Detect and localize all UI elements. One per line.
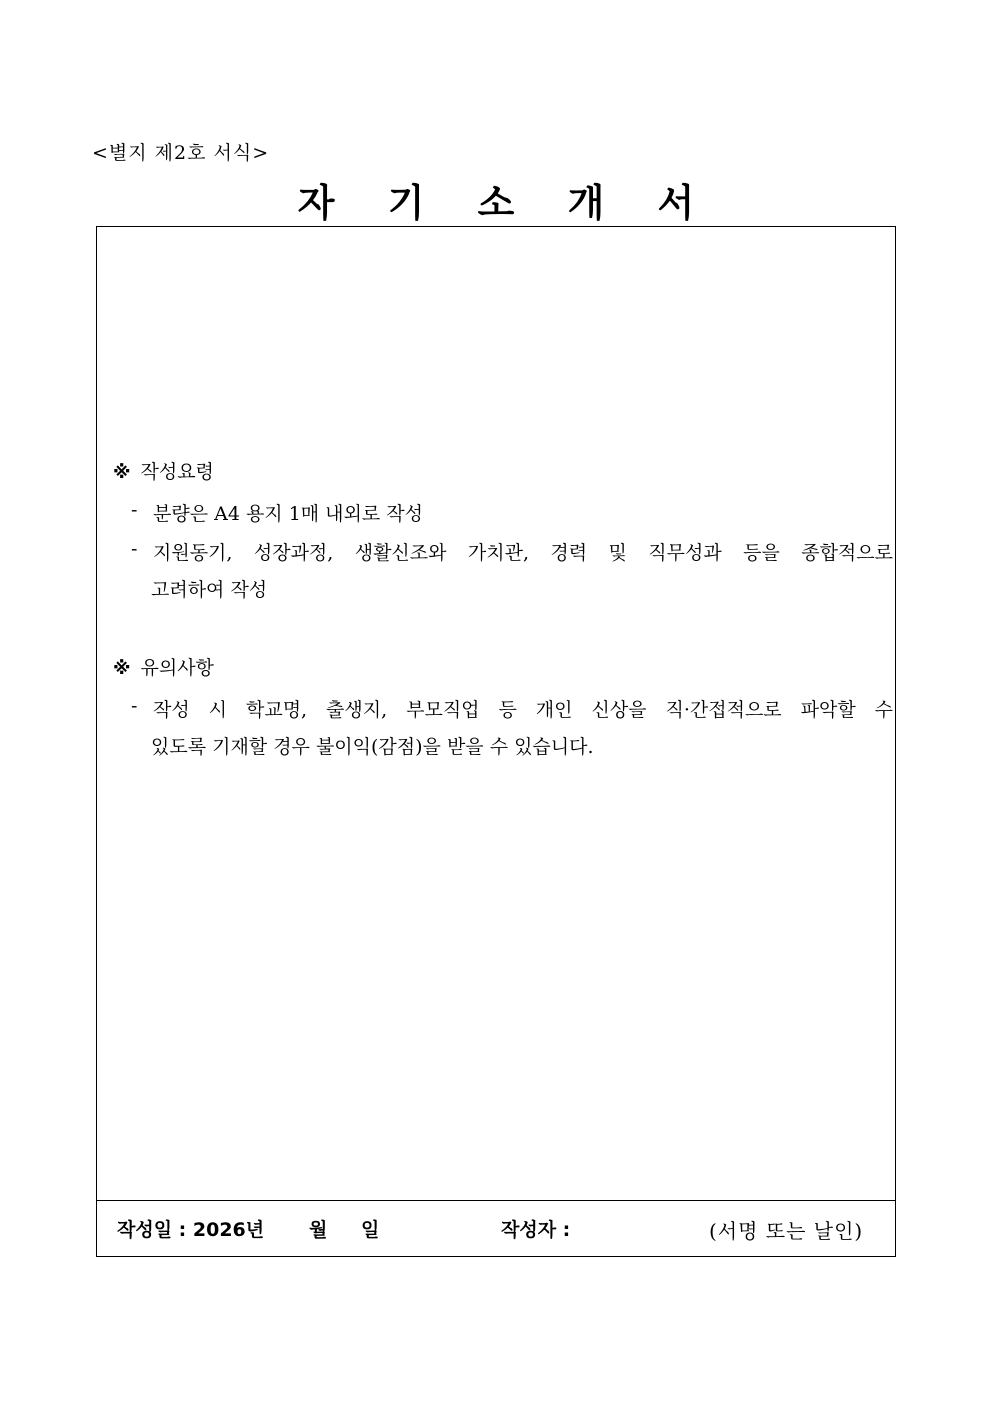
sign-label: (서명 또는 날인): [709, 1219, 864, 1243]
guide-item-2-line-2: 고려하여 작성: [151, 579, 268, 601]
form-label: <별지 제2호 서식>: [92, 142, 270, 164]
content-area[interactable]: [97, 227, 895, 1201]
notice-item-1-line-2: 있도록 기재할 경우 불이익(감점)을 받을 수 있습니다.: [151, 736, 594, 758]
guide-item-1-line-1: 분량은 A4 용지 1매 내외로 작성: [153, 503, 423, 525]
reference-mark-icon: ※: [113, 462, 131, 483]
author-label: 작성자 :: [501, 1219, 571, 1241]
form-box: [96, 226, 896, 1257]
notice-heading-text: 유의사항: [140, 657, 214, 679]
guide-item-2-dash: -: [131, 538, 138, 560]
month-label: 월: [309, 1219, 328, 1241]
notice-heading: [113, 653, 214, 680]
date-label: 작성일 : 2026년: [117, 1219, 265, 1241]
guide-item-2-line-1: 지원동기, 성장과정, 생활신조와 가치관, 경력 및 직무성과 등을 종합적으로: [153, 542, 893, 564]
guide-item-1-dash: -: [131, 499, 138, 521]
reference-mark-icon: ※: [113, 658, 131, 679]
guide-heading-text: 작성요령: [140, 461, 214, 483]
notice-item-1-line-1: 작성 시 학교명, 출생지, 부모직업 등 개인 신상을 직·간접적으로 파악할 수: [153, 699, 893, 721]
document-title: 자 기 소 개 서: [297, 181, 715, 225]
guide-heading: [113, 457, 214, 484]
day-label: 일: [361, 1219, 380, 1241]
signature-footer: [97, 1201, 895, 1256]
notice-item-1-dash: -: [131, 695, 138, 717]
